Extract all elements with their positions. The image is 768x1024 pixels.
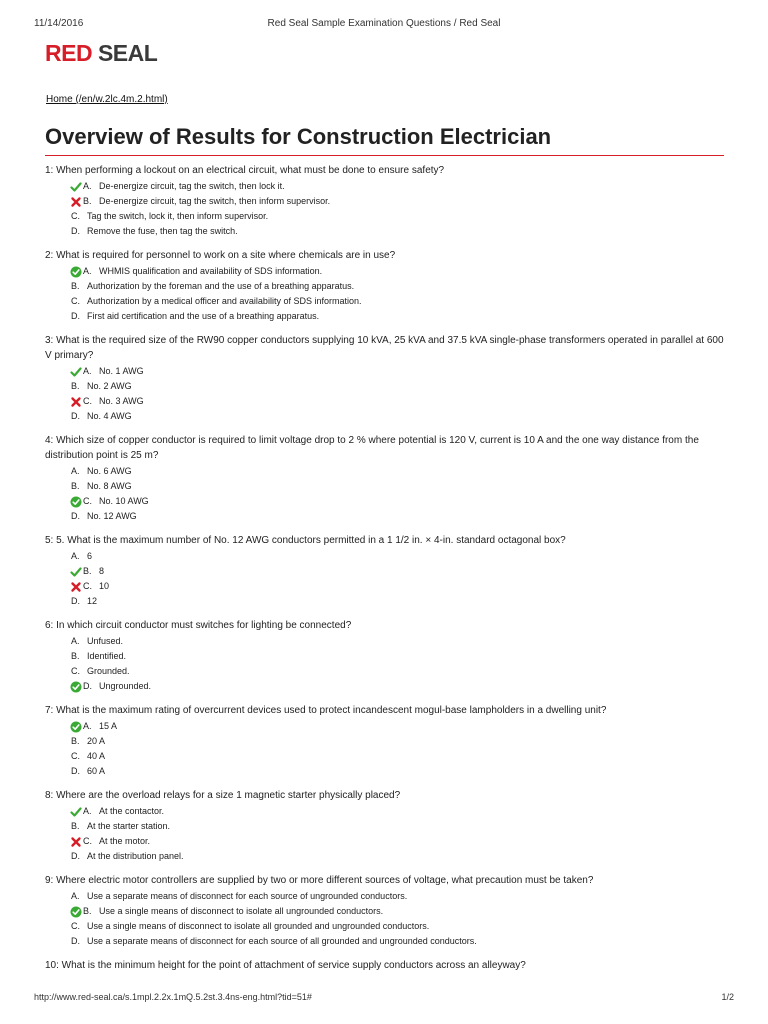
option-letter: C. [83, 581, 92, 591]
question-item [45, 873, 725, 949]
option-text: WHMIS qualification and availability of SDS information. [99, 266, 323, 276]
answer-option [45, 309, 725, 324]
question-text: 4: Which size of copper conductor is required to limit voltage drop to 2 % where potential is 120 V, current is 10 A and the one way distance from the distribution point is 25 m? [45, 435, 699, 461]
option-letter: B. [83, 566, 92, 576]
option-text: 12 [87, 596, 98, 606]
option-letter: C. [71, 296, 80, 306]
answer-option [45, 509, 725, 524]
answer-options [45, 804, 725, 864]
option-text: Remove the fuse, then tag the switch. [87, 226, 238, 236]
option-text: At the motor. [99, 836, 151, 846]
option-text: No. 6 AWG [87, 466, 132, 476]
print-page-number: 1/2 [721, 992, 734, 1002]
answer-option [45, 649, 725, 664]
option-letter: B. [71, 821, 80, 831]
correct-check-icon [70, 566, 82, 578]
question-item [45, 533, 725, 609]
logo-gray-text: SEAL [97, 40, 158, 66]
question-text: 8: Where are the overload relays for a size 1 magnetic starter physically placed? [45, 790, 401, 801]
print-url: http://www.red-seal.ca/s.1mpl.2.2x.1mQ.5.2st.3.4ns-eng.html?tid=51# [34, 992, 312, 1002]
question-text: 7: What is the maximum rating of overcurrent devices used to protect incandescent mogul-base lampholders in a dwelling unit? [45, 705, 607, 716]
option-text: 20 A [87, 736, 106, 746]
option-text: No. 1 AWG [99, 366, 144, 376]
option-letter: C. [83, 396, 92, 406]
answer-options [45, 719, 725, 779]
option-letter: D. [71, 851, 80, 861]
option-letter: C. [71, 751, 80, 761]
correct-check-circle-icon [70, 906, 82, 918]
answer-option [45, 849, 725, 864]
print-header [34, 18, 734, 32]
correct-check-icon [70, 806, 82, 818]
answer-option [45, 294, 725, 309]
option-text: De-energize circuit, tag the switch, then lock it. [99, 181, 285, 191]
correct-check-icon [70, 366, 82, 378]
print-footer [34, 992, 734, 1006]
option-letter: D. [71, 766, 80, 776]
answer-option [45, 494, 725, 509]
incorrect-cross-icon [70, 836, 82, 848]
option-text: First aid certification and the use of a breathing apparatus. [87, 311, 320, 321]
correct-check-icon [70, 181, 82, 193]
option-text: 15 A [99, 721, 118, 731]
option-text: 40 A [87, 751, 106, 761]
answer-option [45, 819, 725, 834]
option-text: No. 10 AWG [99, 496, 149, 506]
option-letter: B. [71, 651, 80, 661]
answer-options [45, 889, 725, 949]
answer-option [45, 394, 725, 409]
incorrect-cross-icon [70, 196, 82, 208]
print-date: 11/14/2016 [34, 18, 84, 29]
answer-options [45, 549, 725, 609]
answer-option [45, 719, 725, 734]
option-letter: D. [71, 511, 80, 521]
answer-option [45, 804, 725, 819]
option-text: No. 12 AWG [87, 511, 137, 521]
question-text: 5: 5. What is the maximum number of No. 12 AWG conductors permitted in a 1 1/2 in. × 4-in. standard octagonal box? [45, 535, 566, 546]
question-text: 9: Where electric motor controllers are supplied by two or more different sources of voltage, what precaution must be taken? [45, 875, 594, 886]
option-text: 60 A [87, 766, 106, 776]
option-text: 6 [87, 551, 93, 561]
correct-check-circle-icon [70, 266, 82, 278]
option-letter: A. [83, 366, 92, 376]
answer-option [45, 194, 725, 209]
option-letter: A. [71, 551, 80, 561]
answer-options [45, 364, 725, 424]
answer-options [45, 179, 725, 239]
option-text: Tag the switch, lock it, then inform supervisor. [87, 211, 269, 221]
answer-option [45, 549, 725, 564]
option-text: No. 3 AWG [99, 396, 144, 406]
answer-option [45, 179, 725, 194]
answer-option [45, 679, 725, 694]
option-text: Authorization by the foreman and the use of a breathing apparatus. [87, 281, 355, 291]
option-text: De-energize circuit, tag the switch, then inform supervisor. [99, 196, 331, 206]
answer-option [45, 564, 725, 579]
option-letter: B. [71, 281, 80, 291]
option-letter: A. [83, 266, 92, 276]
option-letter: B. [71, 481, 80, 491]
option-letter: C. [71, 921, 80, 931]
option-letter: A. [83, 806, 92, 816]
option-letter: A. [71, 891, 80, 901]
option-text: At the distribution panel. [87, 851, 184, 861]
incorrect-cross-icon [70, 581, 82, 593]
logo-red-text: RED [45, 40, 93, 66]
option-text: Authorization by a medical officer and availability of SDS information. [87, 296, 362, 306]
option-text: No. 2 AWG [87, 381, 132, 391]
option-letter: B. [71, 736, 80, 746]
answer-option [45, 834, 725, 849]
question-text: 2: What is required for personnel to work on a site where chemicals are in use? [45, 250, 396, 261]
option-letter: C. [83, 836, 92, 846]
question-item [45, 163, 725, 239]
option-letter: B. [83, 196, 92, 206]
option-letter: C. [71, 666, 80, 676]
correct-check-circle-icon [70, 496, 82, 508]
option-letter: A. [83, 721, 92, 731]
answer-option [45, 379, 725, 394]
question-item [45, 958, 725, 973]
option-letter: D. [71, 596, 80, 606]
answer-option [45, 904, 725, 919]
option-text: Ungrounded. [99, 681, 152, 691]
breadcrumb-home-link[interactable]: Home (/en/w.2lc.4m.2.html) [46, 94, 168, 105]
option-text: Unfused. [87, 636, 124, 646]
option-text: At the contactor. [99, 806, 165, 816]
answer-options [45, 264, 725, 324]
option-letter: C. [71, 211, 80, 221]
question-text: 1: When performing a lockout on an electrical circuit, what must be done to ensure safety? [45, 165, 445, 176]
option-letter: B. [71, 381, 80, 391]
answer-option [45, 479, 725, 494]
option-text: Use a separate means of disconnect for each source of ungrounded conductors. [87, 891, 408, 901]
answer-option [45, 579, 725, 594]
question-item [45, 703, 725, 779]
option-text: Use a separate means of disconnect for each source of all grounded and ungrounded conductors. [87, 936, 477, 946]
option-letter: C. [83, 496, 92, 506]
option-text: Grounded. [87, 666, 130, 676]
answer-option [45, 764, 725, 779]
print-page-title: Red Seal Sample Examination Questions / Red Seal [267, 18, 501, 29]
title-divider [45, 155, 724, 156]
question-text: 3: What is the required size of the RW90 copper conductors supplying 10 kVA, 25 kVA and 37.5 kVA single-phase transformers operated in parallel at 600 V primary? [45, 335, 724, 361]
option-text: At the starter station. [87, 821, 171, 831]
option-text: Use a single means of disconnect to isolate all ungrounded conductors. [99, 906, 384, 916]
answer-option [45, 409, 725, 424]
option-letter: D. [71, 936, 80, 946]
answer-option [45, 209, 725, 224]
answer-option [45, 279, 725, 294]
answer-options [45, 634, 725, 694]
answer-option [45, 264, 725, 279]
correct-check-circle-icon [70, 721, 82, 733]
option-text: Use a single means of disconnect to isolate all grounded and ungrounded conductors. [87, 921, 430, 931]
option-letter: A. [71, 636, 80, 646]
answer-options [45, 464, 725, 524]
option-letter: D. [71, 311, 80, 321]
option-text: Identified. [87, 651, 127, 661]
incorrect-cross-icon [70, 396, 82, 408]
option-text: 8 [99, 566, 105, 576]
answer-option [45, 664, 725, 679]
option-letter: B. [83, 906, 92, 916]
answer-option [45, 594, 725, 609]
correct-check-circle-icon [70, 681, 82, 693]
answer-option [45, 224, 725, 239]
question-text: 10: What is the minimum height for the point of attachment of service supply conductors across an alleyway? [45, 960, 526, 971]
question-item [45, 333, 725, 424]
question-item [45, 433, 725, 524]
question-item [45, 248, 725, 324]
option-letter: D. [71, 411, 80, 421]
option-text: No. 4 AWG [87, 411, 132, 421]
option-letter: A. [83, 181, 92, 191]
answer-option [45, 464, 725, 479]
answer-option [45, 634, 725, 649]
answer-option [45, 749, 725, 764]
option-text: 10 [99, 581, 110, 591]
option-letter: A. [71, 466, 80, 476]
question-item [45, 788, 725, 864]
answer-option [45, 364, 725, 379]
page-title: Overview of Results for Construction Electrician [45, 124, 552, 149]
answer-option [45, 919, 725, 934]
question-text: 6: In which circuit conductor must switches for lighting be connected? [45, 620, 352, 631]
answer-option [45, 734, 725, 749]
questions-list [45, 163, 725, 982]
option-letter: D. [83, 681, 92, 691]
red-seal-logo[interactable] [45, 40, 157, 67]
option-text: No. 8 AWG [87, 481, 132, 491]
answer-option [45, 889, 725, 904]
answer-option [45, 934, 725, 949]
option-letter: D. [71, 226, 80, 236]
question-item [45, 618, 725, 694]
